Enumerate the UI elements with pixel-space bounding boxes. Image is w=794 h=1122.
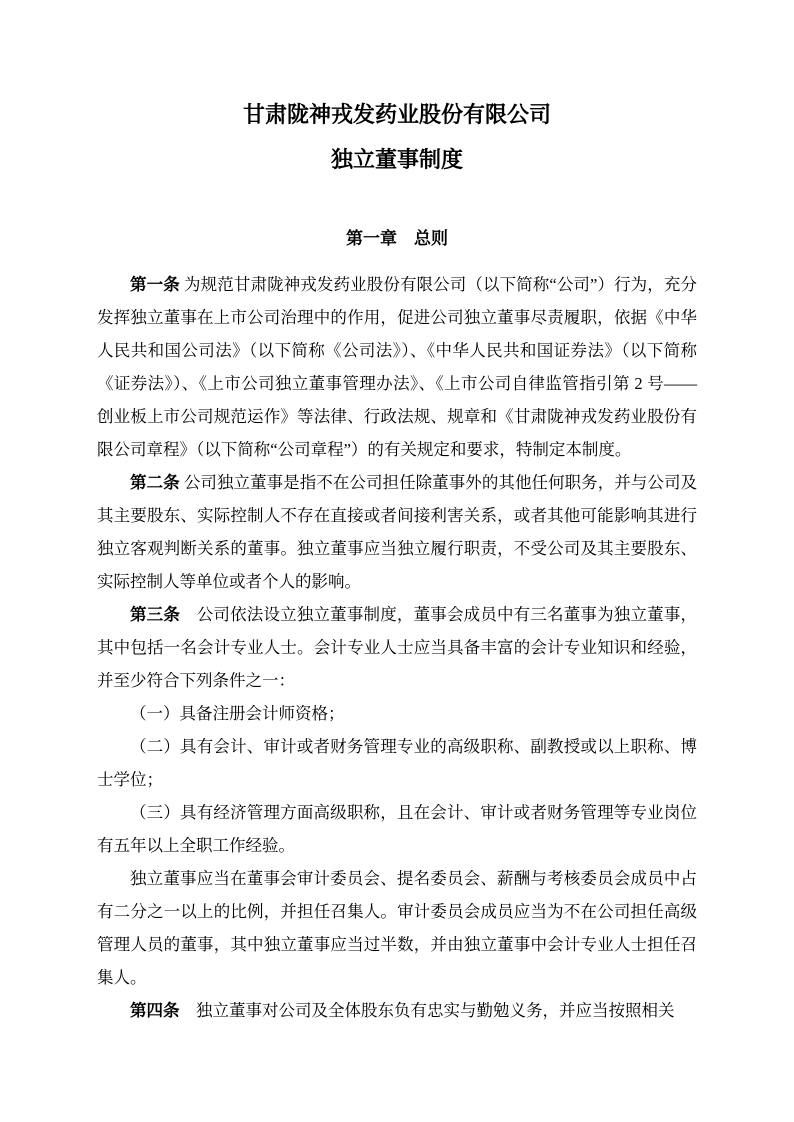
document-body <box>97 268 697 1027</box>
paragraph-text: 为规范甘肃陇神戎发药业股份有限公司（以下简称“公司”）行为，充分发挥独立董事在上市公司治理中的作用，促进公司独立董事尽责履职，依据《中华人民共和国公司法》（以下简称《公司法》）、《中华人民共和国证券法》（以下简称《证券法》）、《上市公司独立董事管理办法》、《上市公司自律监管指引第 2 号——创业板上市公司规范运作》等法律、行政法规、规章和《甘肃陇神戎发药业股份有限公司章程》（以下简称“公司章程”）的有关规定和要求，特制定本制度。 <box>97 275 698 459</box>
paragraph-article-4 <box>97 994 697 1027</box>
paragraph-text: （三）具有经济管理方面高级职称，且在会计、审计或者财务管理等专业岗位有五年以上全职工作经验。 <box>97 803 697 855</box>
paragraph-item-2 <box>97 730 697 796</box>
paragraph-article-1 <box>97 268 697 466</box>
paragraph-text: 公司独立董事是指不在公司担任除董事外的其他任何职务，并与公司及其主要股东、实际控制人不存在直接或者间接利害关系，或者其他可能影响其进行独立客观判断关系的董事。独立董事应当独立履行职责，不受公司及其主要股东、实际控制人等单位或者个人的影响。 <box>97 473 698 591</box>
document-title: 甘肃陇神戎发药业股份有限公司 <box>242 102 551 127</box>
paragraph-text: 独立董事对公司及全体股东负有忠实与勤勉义务，并应当按照相关 <box>179 1001 675 1020</box>
document-subtitle: 独立董事制度 <box>330 147 463 172</box>
paragraph-committee <box>97 862 697 994</box>
article-label: 第四条 <box>130 1001 180 1020</box>
paragraph-article-2 <box>97 466 697 598</box>
paragraph-text: 独立董事应当在董事会审计委员会、提名委员会、薪酬与考核委员会成员中占有二分之一以上的比例，并担任召集人。审计委员会成员应当为不在公司担任高级管理人员的董事，其中独立董事应当过半数，并由独立董事中会计专业人士担任召集人。 <box>97 869 697 987</box>
paragraph-article-3 <box>97 598 697 697</box>
article-label: 第二条 <box>130 473 180 492</box>
paragraph-text: 公司依法设立独立董事制度，董事会成员中有三名董事为独立董事，其中包括一名会计专业人士。会计专业人士应当具备丰富的会计专业知识和经验，并至少符合下列条件之一： <box>97 605 698 690</box>
chapter-heading: 第一章 总则 <box>346 229 448 248</box>
article-label: 第一条 <box>130 275 180 294</box>
paragraph-item-3 <box>97 796 697 862</box>
paragraph-item-1 <box>97 697 697 730</box>
paragraph-text: （一）具备注册会计师资格； <box>130 704 345 723</box>
paragraph-text: （二）具有会计、审计或者财务管理专业的高级职称、副教授或以上职称、博士学位； <box>97 737 697 789</box>
article-label: 第三条 <box>130 605 181 624</box>
